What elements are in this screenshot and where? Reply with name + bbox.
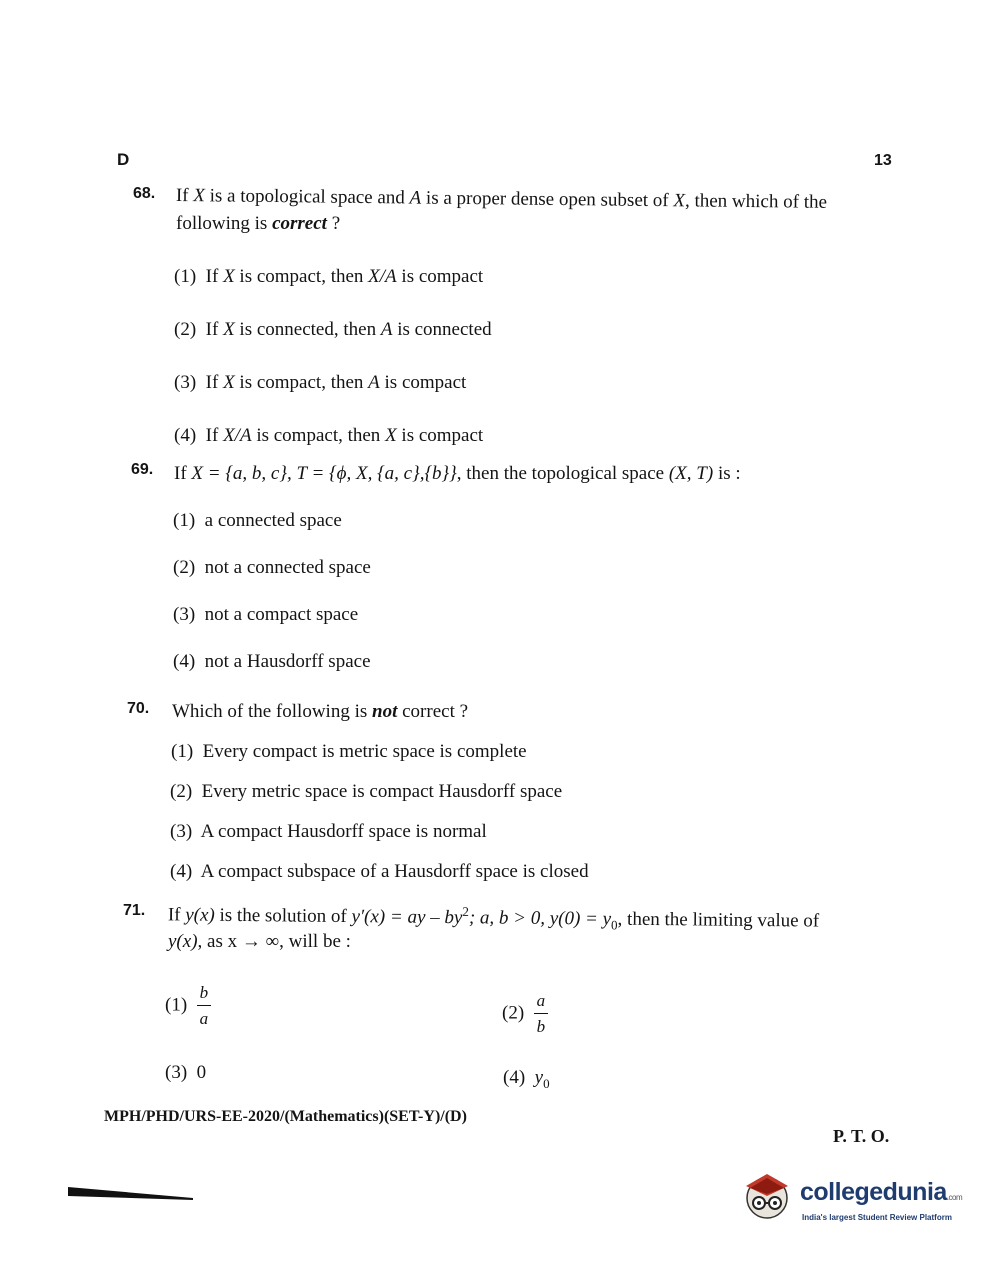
question-number-71: 71.: [123, 902, 146, 919]
question-68-stem-line2: following is correct ?: [176, 213, 341, 234]
fraction-a-over-b: $\frac{a}{b}$: [534, 992, 549, 1035]
scan-mark: [68, 1184, 198, 1202]
option-71-2[interactable]: (2) $\frac{a}{b}$: [502, 992, 548, 1035]
option-68-3[interactable]: (3) If X is compact, then A is compact: [174, 372, 467, 393]
option-69-4[interactable]: (4) not a Hausdorff space: [173, 651, 371, 672]
question-71-stem: If y(x) is the solution of y′(x) = ay – $by^2$; a, b > 0, $y(0) = y_0$, then the limiting value of: [167, 903, 820, 933]
option-71-3[interactable]: (3) 0: [165, 1062, 207, 1083]
option-70-1[interactable]: (1) Every compact is metric space is complete: [171, 741, 527, 762]
question-68-stem: If X is a topological space and A is a proper dense open subset of X, then which of the: [175, 185, 828, 213]
option-70-2[interactable]: (2) Every metric space is compact Hausdorff space: [170, 781, 563, 802]
brand-name: collegedunia: [800, 1178, 947, 1206]
question-70-stem: Which of the following is not correct ?: [172, 701, 469, 722]
option-68-2[interactable]: (2) If X is connected, then A is connected: [174, 319, 492, 340]
option-68-4[interactable]: (4) If X/A is compact, then X is compact: [174, 425, 484, 446]
fraction-b-over-a: $\frac{b}{a}$: [197, 984, 212, 1027]
option-69-2[interactable]: (2) not a connected space: [173, 557, 371, 578]
collegedunia-watermark: [738, 1168, 968, 1228]
option-70-4[interactable]: (4) A compact subspace of a Hausdorff space is closed: [170, 861, 589, 882]
brand-suffix: .com: [946, 1193, 963, 1202]
option-68-1[interactable]: (1) If X is compact, then X/A is compact: [174, 266, 484, 287]
option-71-4[interactable]: (4) $y_0$: [503, 1067, 550, 1091]
question-number-69: 69.: [131, 461, 154, 478]
option-71-1[interactable]: (1) $\frac{b}{a}$: [165, 984, 211, 1027]
question-number-70: 70.: [127, 700, 150, 717]
paper-code: MPH/PHD/URS-EE-2020/(Mathematics)(SET-Y)/(D): [104, 1108, 467, 1125]
pto-label: P. T. O.: [833, 1126, 890, 1146]
question-69-stem: If X = {a, b, c}, T = {ϕ, X, {a, c},{b}}, then the topological space (X, T) is :: [174, 463, 741, 484]
option-70-3[interactable]: (3) A compact Hausdorff space is normal: [170, 821, 487, 842]
page-number: 13: [874, 152, 892, 169]
brand-tagline: India's largest Student Review Platform: [802, 1213, 952, 1222]
option-69-3[interactable]: (3) not a compact space: [173, 604, 359, 625]
mascot-icon: [738, 1168, 796, 1226]
question-71-stem-line2: y(x), as x → ∞, will be :: [168, 931, 351, 952]
question-number-68: 68.: [133, 185, 156, 202]
set-code: D: [117, 150, 130, 169]
option-69-1[interactable]: (1) a connected space: [173, 510, 342, 531]
